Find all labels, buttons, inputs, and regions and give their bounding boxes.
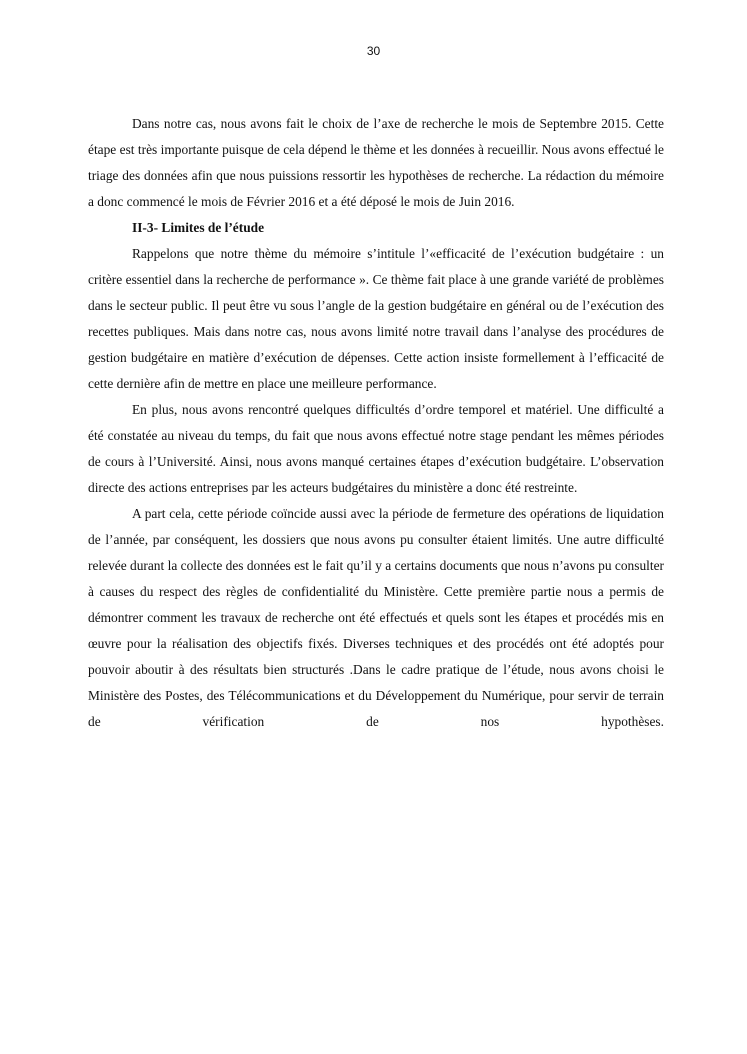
- paragraph-periode-fermeture: A part cela, cette période coïncide aussi avec la période de fermeture des opérations de liquidation de l’année, par conséquent, les dossiers que nous avons pu consulter étaient limités. Une autre difficulté relevée durant la collecte des données est le fait qu’il y a certains documents que nous n’avons pu consulter à causes du respect des règles de confidentialité du Ministère. Cette première partie nous a permis de démontrer comment les travaux de recherche ont été effectués et quels sont les étapes et procédés mis en œuvre pour la réalisation des objectifs fixés. Diverses techniques et des procédés ont été adoptés pour pouvoir aboutir à des résultats bien structurés .Dans le cadre pratique de l’étude, nous avons choisi le Ministère des Postes, des Télécommunications et du Développement du Numérique, pour servir de terrain de vérification de nos hypothèses.: [88, 506, 664, 729]
- section-heading-limites: II-3- Limites de l’étude: [132, 220, 265, 235]
- paragraph-axe-recherche: Dans notre cas, nous avons fait le choix de l’axe de recherche le mois de Septembre 2015. Cette étape est très importante puisque de cela dépend le thème et les données à recueillir. Nous avons effectué le triage des données afin que nous puissions ressortir les hypothèses de recherche. La rédaction du mémoire a donc commencé le mois de Février 2016 et a été déposé le mois de Juin 2016.: [88, 116, 664, 209]
- paragraph-theme-memoire: Rappelons que notre thème du mémoire s’intitule l’«efficacité de l’exécution budgétaire : un critère essentiel dans la recherche de performance ». Ce thème fait place à une grande variété de problèmes dans le secteur public. Il peut être vu sous l’angle de la gestion budgétaire en général ou de l’exécution des recettes publiques. Mais dans notre cas, nous avons limité notre travail dans l’analyse des procédures de gestion budgétaire en matière d’exécution de dépenses. Cette action insiste formellement à l’efficacité de cette dernière afin de mettre en place une meilleure performance.: [88, 246, 664, 391]
- paragraph-difficultes: En plus, nous avons rencontré quelques difficultés d’ordre temporel et matériel. Une difficulté a été constatée au niveau du temps, du fait que nous avons effectué notre stage pendant les mêmes périodes de cours à l’Université. Ainsi, nous avons manqué certaines étapes d’exécution budgétaire. L’observation directe des actions entreprises par les acteurs budgétaires du ministère a donc été restreinte.: [88, 402, 664, 495]
- document-body: [88, 111, 664, 735]
- page-number: 30: [366, 44, 381, 58]
